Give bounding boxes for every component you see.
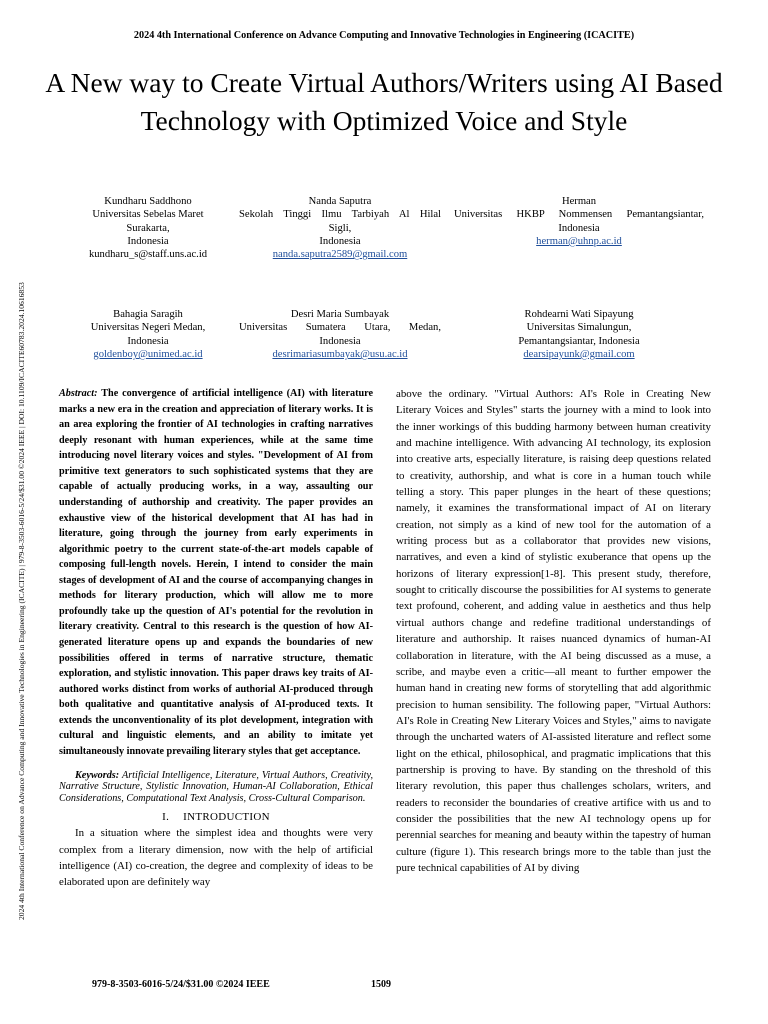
author-block xyxy=(62,195,234,261)
author-affiliation: Universitas HKBP Nommensen Pemantangsiantar, xyxy=(454,209,704,221)
keywords-text: Artificial Intelligence, Literature, Virtual Authors, Creativity, Narrative Structure, Stylistic Innovation, Human-AI Collaboration, Ethical Considerations, Computational Text Analysis, Cross-Cultural Comparison. xyxy=(59,769,373,804)
author-email-link[interactable]: dearsipayunk@gmail.com xyxy=(523,348,635,360)
author-block xyxy=(454,195,704,248)
author-affiliation: Indonesia xyxy=(319,335,361,347)
author-block xyxy=(239,308,441,361)
abstract-label: Abstract: xyxy=(59,388,98,399)
section-number: I. xyxy=(162,811,170,824)
abstract xyxy=(59,386,373,760)
author-email: kundharu_s@staff.uns.ac.id xyxy=(88,249,208,261)
author-affiliation: Universitas Sumatera Utara, Medan, xyxy=(239,322,441,334)
author-block xyxy=(62,308,234,361)
author-affiliation: Universitas Negeri Medan, xyxy=(90,322,206,334)
author-name: Desri Maria Sumbayak xyxy=(290,309,390,320)
section-title: INTRODUCTION xyxy=(183,811,270,824)
footer-copyright: 979-8-3503-6016-5/24/$31.00 ©2024 IEEE xyxy=(92,979,270,990)
author-affiliation: Indonesia xyxy=(127,335,169,347)
author-block xyxy=(478,308,680,361)
author-affiliation: Sekolah Tinggi Ilmu Tarbiyah Al Hilal xyxy=(239,209,441,221)
author-affiliation: Surakarta, xyxy=(126,222,170,234)
author-affiliation: Indonesia xyxy=(558,222,600,234)
right-column xyxy=(396,386,711,876)
author-name: Rohdearni Wati Sipayung xyxy=(524,309,634,320)
keywords-label: Keywords: xyxy=(75,769,120,781)
doi-side-text: 2024 4th International Conference on Advance Computing and Innovative Technologies in Engineering (ICACITE) | 979-8-3503-6016-5/24/$31.00 ©2024 IEEE | DOI: 10.1109/ICACITE60783.2024.10616853 xyxy=(17,282,26,920)
author-email-link[interactable]: nanda.saputra2589@gmail.com xyxy=(272,249,408,261)
doi-side-strip xyxy=(16,100,28,920)
author-affiliation: Sigli, xyxy=(328,222,352,234)
author-email-link[interactable]: herman@uhnp.ac.id xyxy=(536,235,622,247)
abstract-text: The convergence of artificial intelligence (AI) with literature marks a new era in the creation and appreciation of literary works. It is an area exploring the frontier of AI technologies in crafting narratives deeply resonant with human experiences, while at the same time introducing novel literary voices and styles. "Development of AI from primitive text generators to such sophisticated systems that they are capable of actually producing works, in a way, assaulting our understanding of authorship and creativity. The paper provides an exhaustive view of the historical development that AI has had in literature, going through the journey from early experiments in algorithmic poetry to the current state-of-the-art models capable of composing full-length novels. Herein, I intend to consider the main stages of development of AI and the course of accompanying changes in methods for literary production, which will allow me to more profoundly take up the question of AI's potential for the revolution in literary creativity. Central to this research is the question of how AI-generated literature opens up and expands the boundaries of new possibilities offered in terms of narrative structure, thematic exploration, and stylistic innovation. This paper draws key traits of AI-authored works distinct from works of authorial AI-produced through both qualitative and quantitative analysis of AI-produced texts. It extends the unconventionality of its plot development, integration with cultural and linguistic elements, and an ability to imitate yet simultaneously innovate prevailing literary styles that get acceptance. xyxy=(59,388,373,757)
paper-title: A New way to Create Virtual Authors/Writers using AI Based Technology with Optimized Voice and Style xyxy=(45,67,723,136)
author-affiliation: Pemantangsiantar, Indonesia xyxy=(518,335,640,347)
section-heading xyxy=(59,809,373,825)
author-affiliation: Universitas Simalungun, xyxy=(526,322,632,334)
author-email-link[interactable]: desrimariasumbayak@usu.ac.id xyxy=(272,348,408,360)
author-affiliation: Indonesia xyxy=(319,235,361,247)
author-name: Bahagia Saragih xyxy=(113,309,183,320)
author-affiliation: Universitas Sebelas Maret xyxy=(92,209,204,221)
conference-header: 2024 4th International Conference on Advance Computing and Innovative Technologies in Engineering (ICACITE) xyxy=(133,30,635,41)
author-name: Nanda Saputra xyxy=(308,196,372,207)
author-name: Kundharu Saddhono xyxy=(104,196,192,207)
author-affiliation: Indonesia xyxy=(127,235,169,247)
intro-paragraph-continued: above the ordinary. "Virtual Authors: AI's Role in Creating New Literary Voices and Styles" starts the journey with a mind to look into the inner workings of this budding harmony between human creativity and machine intelligence. With advancing AI technology, its explosion into creative arts, especially literature, is raising deep questions related to creativity, authorship, and what is core in a human touch while telling a story. This paper plunges in the heart of these questions; namely, it examines the transformational impact of AI on literary creation, not simply as a kind of new tool for the automation of a writing process but as a collaborator that provides new visions, narratives, and even a kind of stylistic exuberance that opens up the horizons of literary expression[1-8]. This present study, therefore, sought to critically discourse the possibilities for AI systems to generate text profound, coherent, and adding value in aesthetics and thus help virtual authors change and redefine traditional understandings of literature and authorship. It raises nuanced dynamics of human-AI collaboration in literature, with the AI being discussed as a muse, a scribe, and maybe even a critic—all meant to further empower the human hand in creating new forms of storytelling that add algorithmic precision to human sensibility. The following paper, "Virtual Authors: AI's Role in Creating New Literary Voices and Styles," aims to navigate through the uncharted waters of AI-assisted literature and reflect some light on the ethical, philosophical, and pragmatic implications that this partnership is proving to have. By standing on the threshold of this literary revolution, this paper thus challenges scholars, writers, and readers to reconsider the boundaries of creative artifice with us and to consider the possibilities that the new AI technology opens up for perennial searches for meaning and beauty within the tapestry of human culture (figure 1). This research brings more to the table than just the pure technical capabilities of AI by diving xyxy=(396,388,711,874)
author-block xyxy=(239,195,441,261)
author-name: Herman xyxy=(561,196,597,207)
author-email-link[interactable]: goldenboy@unimed.ac.id xyxy=(93,348,203,360)
keywords xyxy=(59,770,373,805)
page-number: 1509 xyxy=(371,979,391,990)
intro-paragraph: In a situation where the simplest idea and thoughts were very complex from a literary dimension, now with the help of artificial intelligence (AI) co-creation, the degree and complexity of ideas to be elaborated upon are definitely way xyxy=(59,827,373,889)
left-column xyxy=(59,386,373,891)
